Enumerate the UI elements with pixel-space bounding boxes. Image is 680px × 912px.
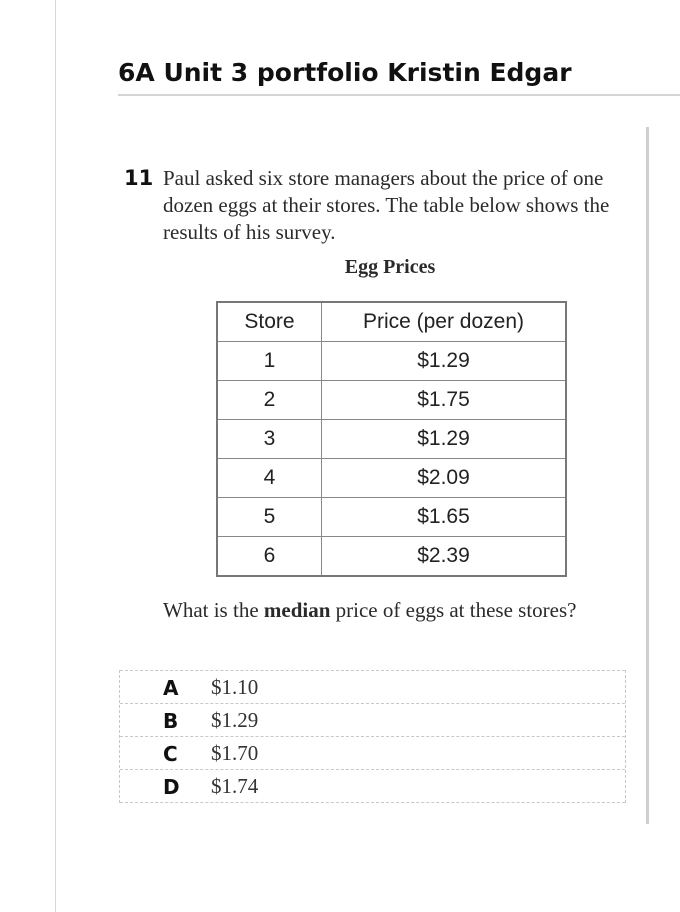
- table-row: [217, 498, 566, 537]
- choice-value: $1.10: [211, 675, 259, 699]
- answer-choice-a[interactable]: [120, 670, 625, 703]
- title-divider: [118, 94, 680, 96]
- price-cell: $1.75: [322, 381, 567, 420]
- left-margin-rule: [55, 0, 56, 912]
- answer-choice-b[interactable]: [120, 703, 625, 736]
- egg-prices-table: [216, 301, 567, 577]
- answer-choice-d[interactable]: [120, 769, 625, 803]
- answer-choices: [119, 670, 626, 803]
- store-cell: 6: [217, 537, 322, 577]
- table-row: [217, 342, 566, 381]
- price-cell: $1.29: [322, 342, 567, 381]
- price-cell: $2.39: [322, 537, 567, 577]
- choice-value: $1.29: [211, 708, 259, 732]
- choice-letter: C: [163, 742, 178, 766]
- price-cell: $1.65: [322, 498, 567, 537]
- prompt-text-before: What is the: [163, 598, 264, 622]
- table-title: Egg Prices: [344, 256, 436, 278]
- price-cell: $2.09: [322, 459, 567, 498]
- choice-value: $1.70: [211, 741, 259, 765]
- store-cell: 2: [217, 381, 322, 420]
- table-row: [217, 459, 566, 498]
- page-title: 6A Unit 3 portfolio Kristin Edgar: [118, 58, 572, 87]
- choice-letter: B: [163, 709, 179, 733]
- column-header-store: Store: [217, 302, 322, 342]
- prompt-emphasis: median: [263, 598, 331, 622]
- table-header-row: [217, 302, 566, 342]
- price-cell: $1.29: [322, 420, 567, 459]
- store-cell: 1: [217, 342, 322, 381]
- scrollbar[interactable]: [646, 127, 649, 824]
- choice-letter: A: [163, 676, 179, 700]
- answer-choice-c[interactable]: [120, 736, 625, 769]
- question-number: 11: [124, 166, 154, 190]
- prompt-text-after: price of eggs at these stores?: [330, 598, 577, 622]
- store-cell: 5: [217, 498, 322, 537]
- table-row: [217, 420, 566, 459]
- column-header-price: Price (per dozen): [322, 302, 567, 342]
- store-cell: 4: [217, 459, 322, 498]
- store-cell: 3: [217, 420, 322, 459]
- table-row: [217, 537, 566, 577]
- question-text: Paul asked six store managers about the price of one dozen eggs at their stores. The table below shows the results of his survey.: [163, 166, 610, 244]
- choice-value: $1.74: [211, 774, 259, 798]
- table-row: [217, 381, 566, 420]
- question-prompt: [163, 597, 603, 624]
- choice-letter: D: [163, 775, 180, 799]
